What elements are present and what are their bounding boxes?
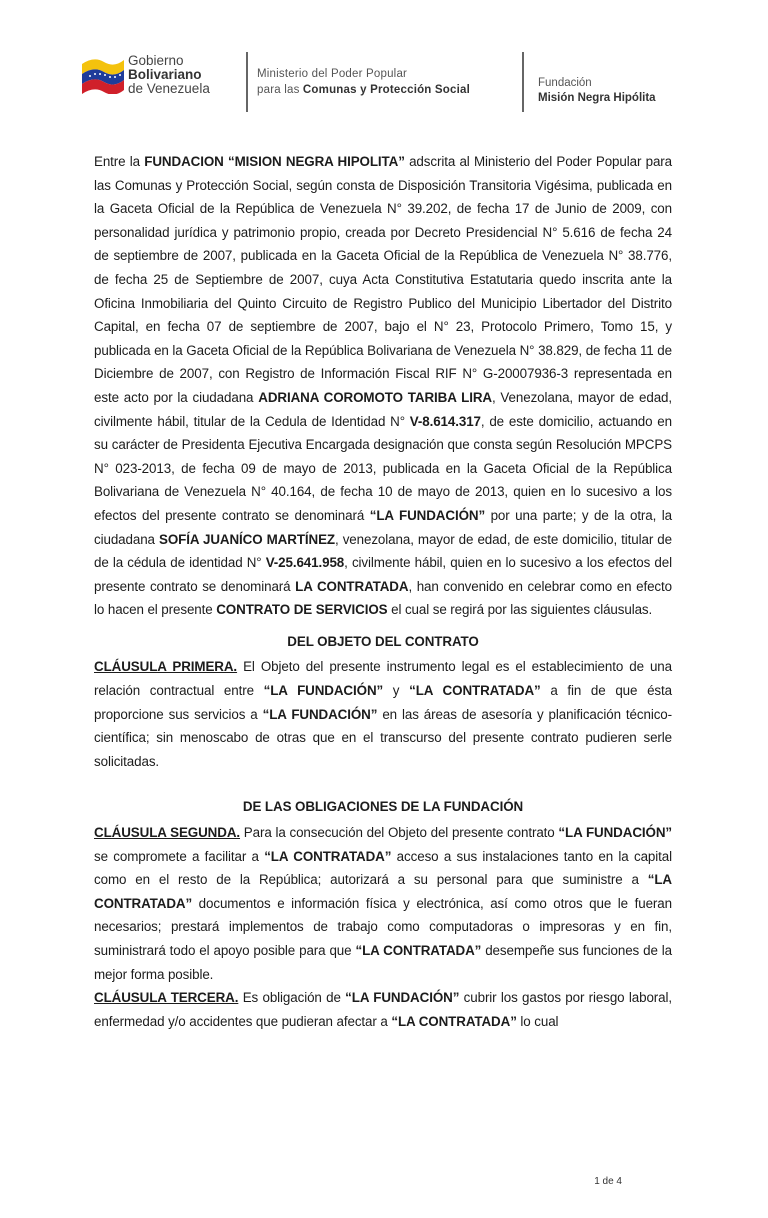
bold-text: “LA FUNDACIÓN”: [369, 507, 486, 523]
foundation-line-1: Fundación: [538, 77, 592, 89]
bold-text: ADRIANA COROMOTO TARIBA LIRA: [258, 389, 492, 405]
gov-line-3: de Venezuela: [128, 81, 210, 96]
text-run: en las áreas de asesoría y planificación técnico-científica; sin menoscabo de otras que en el transcurso del presente contrato pudieren serle solicitadas.: [94, 706, 672, 769]
letterhead: [0, 44, 768, 124]
section-heading-obligations: DE LAS OBLIGACIONES DE LA FUNDACIÓN: [242, 799, 524, 815]
clause-first-paragraph: [94, 655, 672, 773]
foundation-name: [538, 76, 656, 106]
ministry-line-1: Ministerio del Poder Popular: [257, 68, 408, 80]
text-run: y: [383, 683, 410, 699]
bold-text: “LA FUNDACIÓN”: [345, 990, 460, 1006]
text-run: el cual se regirá por las siguientes cláusulas.: [387, 602, 653, 618]
text-run: , han convenido en celebrar como en efecto lo hacen el presente: [94, 578, 672, 618]
bold-text: V-25.641.958: [265, 555, 345, 571]
government-logo-text: [128, 54, 210, 96]
bold-text: “LA CONTRATADA”: [264, 848, 392, 864]
bold-text: SOFÍA JUANÍCO MARTÍNEZ: [158, 531, 335, 547]
bold-text: “LA CONTRATADA”: [94, 872, 672, 911]
bold-text: “LA FUNDACIÓN”: [263, 683, 384, 699]
venezuela-flag-logo: [80, 52, 126, 94]
text-run: Es obligación de: [238, 990, 346, 1006]
bold-text: V-8.614.317: [409, 413, 481, 429]
clause-label: CLÁUSULA TERCERA.: [94, 990, 239, 1006]
divider: [246, 52, 248, 112]
contract-body: [94, 150, 672, 1033]
clause-label: CLÁUSULA PRIMERA.: [94, 659, 238, 675]
bold-text: “LA CONTRATADA”: [391, 1013, 517, 1029]
text-run: documentos e información física y electrónica, así como otros que le fueran necesarios; prestará implementos de trabajo como computadoras o impresoras y en fin, suministrará todo el apoyo posible para que: [94, 895, 672, 958]
text-run: lo cual: [516, 1013, 559, 1029]
bold-text: “LA FUNDACIÓN”: [558, 825, 672, 841]
text-run: por una parte; y de la otra, la ciudadana: [94, 507, 673, 547]
section-heading-object: DEL OBJETO DEL CONTRATO: [287, 633, 479, 649]
text-run: se compromete a facilitar a: [94, 848, 265, 864]
intro-paragraph: [94, 150, 672, 622]
text-run: , civilmente hábil, quien en lo sucesivo a los efectos del presente contrato se denominará: [94, 555, 672, 594]
text-run: desempeñe sus funciones de la mejor forma posible.: [94, 943, 672, 982]
text-run: adscrita al Ministerio del Poder Popular para las Comunas y Protección Social, según consta de Disposición Transitoria Vigésima, publicada en la Gaceta Oficial de la República de Venezuela N° 39.202, de fecha 17 de Junio de 2009, con personalidad jurídica y patrimonio propio, creada por Decreto Presidencial N° 5.616 de fecha 24 de septiembre de 2007, publicada en la Gaceta Oficial de la República de Venezuela N° 38.776, de fecha 25 de Septiembre de 2007, cuya Acta Constitutiva Estatutaria quedo inscrita ante la Oficina Inmobiliaria del Quinto Circuito de Registro Publico del Municipio Libertador del Distrito Capital, en fecha 07 de septiembre de 2007, bajo el N° 23, Protocolo Primero, Tomo 15, y publicada en la Gaceta Oficial de la República Bolivariana de Venezuela N° 38.829, de fecha 11 de Diciembre de 2007, con Registro de Información Fiscal RIF N° G-20007936-3 representada en este acto por la ciudadana: [94, 154, 673, 405]
bold-text: CONTRATO DE SERVICIOS: [216, 602, 388, 618]
gov-line-2: Bolivariano: [128, 67, 202, 82]
text-run: , de este domicilio, actuando en su carácter de Presidenta Ejecutiva Encargada designación que consta según Resolución MPCPS N° 023-2013, de fecha 09 de mayo de 2013, publicada en la Gaceta Oficial de la República Bolivariana de Venezuela N° 40.164, de fecha 10 de mayo de 2013, quien en lo sucesivo a los efectos del presente contrato se denominará: [94, 413, 672, 523]
text-run: Para la consecución del Objeto del presente contrato: [240, 825, 559, 841]
bold-text: “LA CONTRATADA”: [409, 683, 541, 699]
divider: [522, 52, 524, 112]
text-run: cubrir los gastos por riesgo laboral, enfermedad y/o accidentes que pudieran afectar a: [94, 990, 672, 1029]
gov-line-1: Gobierno: [128, 53, 184, 68]
clause-third-paragraph: [94, 986, 672, 1033]
foundation-line-2: Misión Negra Hipólita: [538, 92, 656, 104]
clause-second-paragraph: [94, 821, 672, 986]
text-run: Entre la: [94, 154, 145, 169]
bold-text: “LA CONTRATADA”: [355, 943, 482, 958]
text-run: , venezolana, mayor de edad, de este domicilio, titular de de la cédula de identidad N°: [94, 531, 672, 571]
clause-label: CLÁUSULA SEGUNDA.: [94, 825, 241, 841]
text-run: a fin de que ésta proporcione sus servicios a: [94, 683, 672, 722]
bold-text: “LA FUNDACIÓN”: [262, 706, 378, 722]
text-run: acceso a sus instalaciones tanto en la capital como en el resto de la República; autorizará a su personal para que suministre a: [94, 848, 672, 888]
bold-text: LA CONTRATADA: [295, 578, 409, 594]
ministry-name: [257, 66, 470, 98]
page-number: 1 de 4: [594, 1176, 622, 1187]
ministry-line-2: para las Comunas y Protección Social: [257, 84, 471, 96]
text-run: , Venezolana, mayor de edad, civilmente hábil, titular de la Cedula de Identidad N°: [94, 389, 673, 429]
bold-text: FUNDACION “MISION NEGRA HIPOLITA”: [144, 154, 405, 169]
text-run: El Objeto del presente instrumento legal es el establecimiento de una relación contractual entre: [94, 659, 673, 699]
